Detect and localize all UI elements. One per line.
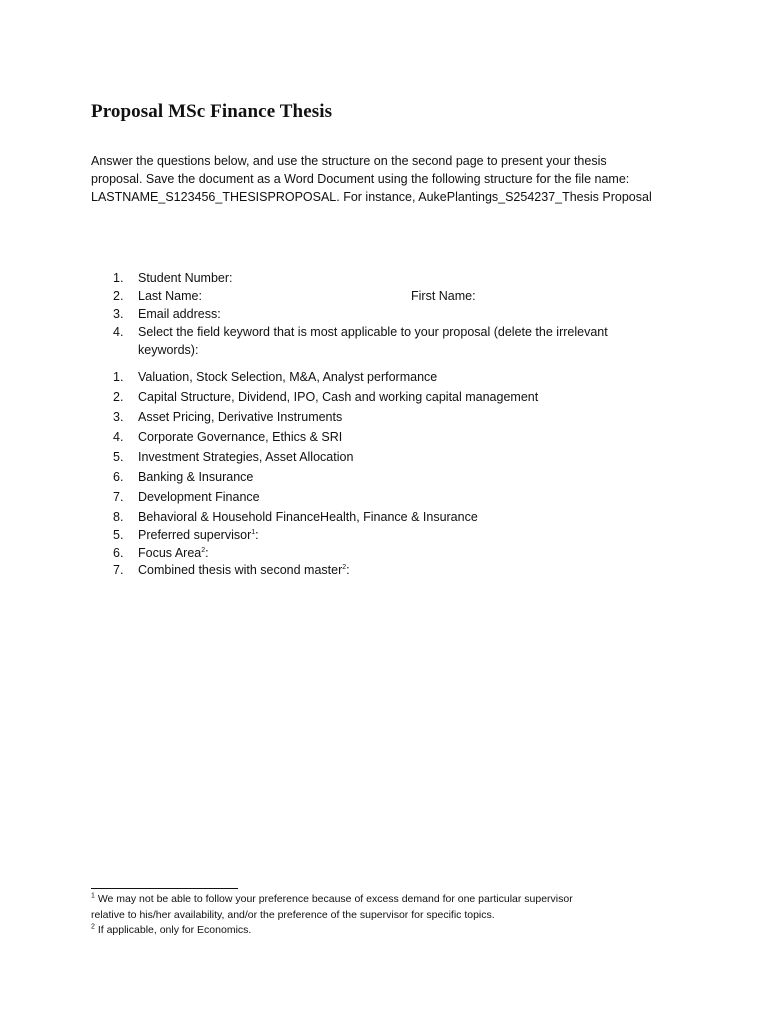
question-label: Last Name: xyxy=(138,289,202,303)
keyword-label: Banking & Insurance xyxy=(138,470,254,484)
keyword-label: Corporate Governance, Ethics & SRI xyxy=(138,430,343,444)
list-number: 2. xyxy=(113,289,124,303)
footnote-2 xyxy=(91,923,691,939)
intro-line: LASTNAME_S123456_THESISPROPOSAL. For instance, AukePlantings_S254237_Thesis Proposal xyxy=(91,190,652,204)
footnote-line xyxy=(91,923,691,939)
footnote-ref[interactable]: 2 xyxy=(342,563,347,571)
list-number: 3. xyxy=(113,410,124,424)
document-title: Proposal MSc Finance Thesis xyxy=(91,101,333,122)
keyword-item[interactable] xyxy=(0,407,768,427)
footnote-1 xyxy=(91,892,691,923)
question-label: Preferred supervisor xyxy=(138,528,252,542)
footnote-ref[interactable]: 1 xyxy=(251,528,256,536)
list-number: 6. xyxy=(113,545,124,560)
footnote-mark: 2 xyxy=(91,923,95,931)
keyword-label: Investment Strategies, Asset Allocation xyxy=(138,450,354,464)
intro-paragraph xyxy=(91,152,681,206)
list-number: 6. xyxy=(113,470,124,484)
list-number: 5. xyxy=(113,528,124,542)
keyword-item[interactable] xyxy=(0,447,768,467)
keyword-label: Capital Structure, Dividend, IPO, Cash and working capital management xyxy=(138,390,539,404)
list-number: 4. xyxy=(113,325,124,339)
footnote-line: relative to his/her availability, and/or the preference of the supervisor for specific topics. xyxy=(91,908,495,921)
list-number: 2. xyxy=(113,390,124,404)
list-number: 7. xyxy=(113,563,124,577)
list-number: 1. xyxy=(113,370,124,384)
list-number: 1. xyxy=(113,271,124,285)
keyword-item[interactable] xyxy=(0,367,768,387)
label-suffix: : xyxy=(205,545,209,560)
intro-line: proposal. Save the document as a Word Document using the following structure for the file name: xyxy=(91,172,630,186)
keyword-item[interactable] xyxy=(0,387,768,407)
intro-line: Answer the questions below, and use the structure on the second page to present your thesis xyxy=(91,154,607,168)
question-label: Student Number: xyxy=(138,271,233,285)
questions-list xyxy=(0,269,768,359)
footnotes xyxy=(91,892,691,939)
list-number: 8. xyxy=(113,510,124,524)
question-item xyxy=(0,527,768,545)
footnote-separator xyxy=(91,888,238,889)
question-label: Focus Area xyxy=(138,545,202,560)
first-name-label: First Name: xyxy=(411,289,476,303)
keyword-label: Asset Pricing, Derivative Instruments xyxy=(138,410,343,424)
list-number: 5. xyxy=(113,450,124,464)
keyword-item[interactable] xyxy=(0,487,768,507)
question-item xyxy=(0,323,648,359)
list-number: 4. xyxy=(113,430,124,444)
question-label: Select the field keyword that is most applicable to your proposal (delete the irrelevant keywords): xyxy=(138,325,608,357)
more-questions-list xyxy=(0,527,768,580)
question-item xyxy=(0,545,768,563)
question-item xyxy=(0,305,768,323)
keyword-item[interactable] xyxy=(0,507,768,527)
footnote-ref[interactable]: 2 xyxy=(201,546,206,554)
footnote-text: If applicable, only for Economics. xyxy=(94,924,252,936)
label-suffix: : xyxy=(346,563,350,577)
question-item xyxy=(0,287,768,305)
label-suffix: : xyxy=(255,528,259,542)
keyword-label: Development Finance xyxy=(138,490,260,504)
keyword-label: Valuation, Stock Selection, M&A, Analyst performance xyxy=(138,370,438,384)
footnote-mark: 1 xyxy=(91,892,95,900)
keyword-item[interactable] xyxy=(0,467,768,487)
footnote-line xyxy=(91,892,691,908)
keyword-label: Behavioral & Household FinanceHealth, Finance & Insurance xyxy=(138,510,478,524)
footnote-text: We may not be able to follow your preference because of excess demand for one particular supervisor xyxy=(94,893,573,905)
question-item xyxy=(0,562,768,580)
list-number: 7. xyxy=(113,490,124,504)
keywords-list xyxy=(0,367,768,527)
question-item xyxy=(0,269,768,287)
list-number: 3. xyxy=(113,307,124,321)
keyword-item[interactable] xyxy=(0,427,768,447)
question-label: Email address: xyxy=(138,307,221,321)
question-label: Combined thesis with second master xyxy=(138,563,343,577)
